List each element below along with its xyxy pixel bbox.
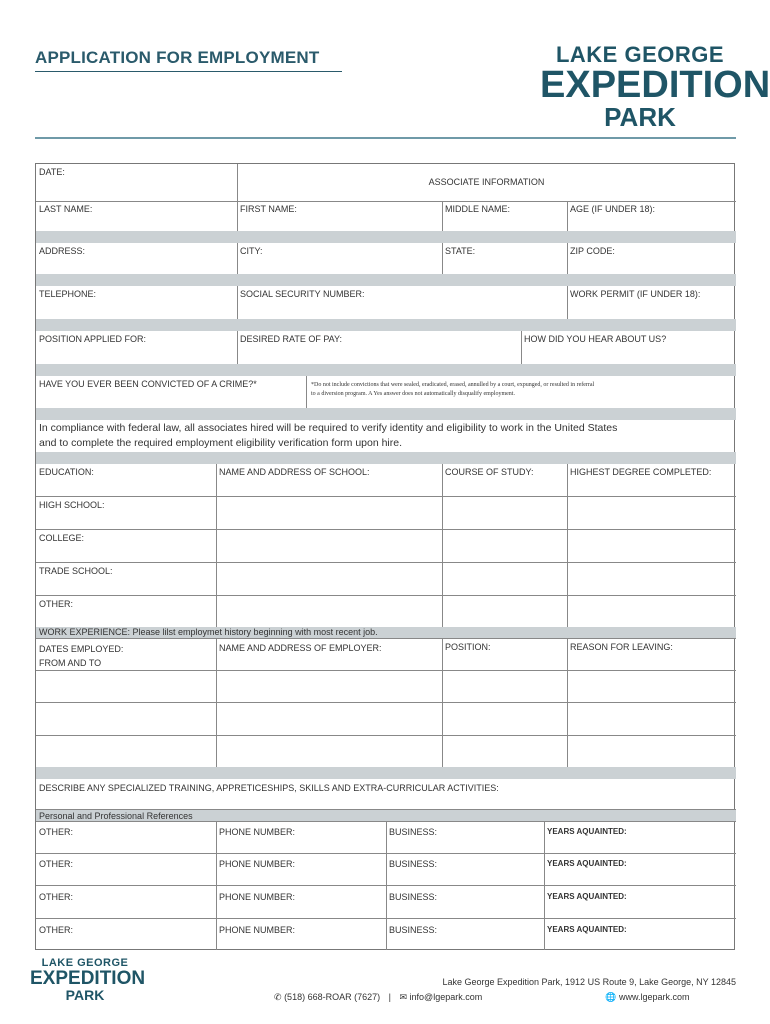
age-field[interactable]: AGE (IF UNDER 18): — [570, 204, 656, 214]
footer-website[interactable]: www.lgepark.com — [618, 992, 690, 1002]
compliance-notice — [36, 419, 736, 454]
convicted-note — [308, 378, 736, 402]
footer-logo-line2: EXPEDITION — [30, 968, 146, 989]
ref-phone[interactable]: PHONE NUMBER: — [219, 925, 296, 935]
zip-field[interactable]: ZIP CODE: — [570, 246, 615, 256]
convicted-note-line2: to a diversion program. A Yes answer does not automatically disqualify employment. — [311, 391, 515, 397]
footer-logo-line3: PARK — [65, 987, 105, 1003]
address-field[interactable]: ADDRESS: — [39, 246, 86, 256]
footer-contact — [274, 992, 744, 1003]
footer-phone[interactable]: (518) 668-ROAR (7627) — [284, 992, 381, 1002]
training-field[interactable]: DESCRIBE ANY SPECIALIZED TRAINING, APPRETICESHIPS, SKILLS AND EXTRA-CURRICULAR ACTIVITIES: — [39, 783, 499, 793]
ref-business[interactable]: BUSINESS: — [389, 892, 438, 902]
logo-line2: EXPEDITION — [540, 64, 770, 106]
associate-info-heading: ASSOCIATE INFORMATION — [428, 177, 545, 187]
education-header: EDUCATION: — [39, 467, 94, 477]
footer-address: Lake George Expedition Park, 1912 US Route 9, Lake George, NY 12845 — [442, 977, 736, 987]
reason-header: REASON FOR LEAVING: — [570, 642, 673, 652]
telephone-field[interactable]: TELEPHONE: — [39, 289, 97, 299]
header-divider — [35, 137, 736, 139]
references-band: Personal and Professional References — [39, 811, 193, 821]
degree-header: HIGHEST DEGREE COMPLETED: — [570, 467, 712, 477]
logo-line1: LAKE GEORGE — [555, 42, 725, 67]
ref-phone[interactable]: PHONE NUMBER: — [219, 892, 296, 902]
ref-phone[interactable]: PHONE NUMBER: — [219, 859, 296, 869]
employer-header: NAME AND ADDRESS OF EMPLOYER: — [219, 643, 382, 653]
footer-logo-line1: LAKE GEORGE — [41, 957, 129, 969]
other-education-row[interactable]: OTHER: — [39, 599, 74, 609]
course-header: COURSE OF STUDY: — [445, 467, 534, 477]
footer-email[interactable]: info@lgepark.com — [409, 992, 483, 1002]
compliance-line2: and to complete the required employment eligibility verification form upon hire. — [39, 437, 403, 449]
city-field[interactable]: CITY: — [240, 246, 263, 256]
dates-line2: FROM AND TO — [39, 658, 102, 668]
ref-other[interactable]: OTHER: — [39, 892, 74, 902]
page-title: APPLICATION FOR EMPLOYMENT — [35, 48, 320, 67]
middle-name-field[interactable]: MIDDLE NAME: — [445, 204, 511, 214]
title-underline — [35, 71, 342, 72]
ref-years[interactable]: YEARS AQUAINTED: — [547, 859, 627, 868]
phone-icon: ✆ — [274, 992, 282, 1002]
ref-years[interactable]: YEARS AQUAINTED: — [547, 892, 627, 901]
state-field[interactable]: STATE: — [445, 246, 476, 256]
compliance-line1: In compliance with federal law, all associates hired will be required to verify identity and eligibility to work in the United States — [39, 422, 618, 434]
ref-business[interactable]: BUSINESS: — [389, 925, 438, 935]
globe-icon: 🌐 — [605, 992, 617, 1002]
work-experience-band: WORK EXPERIENCE: Please lilst employmet history beginning with most recent job. — [39, 627, 378, 637]
application-form — [35, 163, 735, 950]
ref-business[interactable]: BUSINESS: — [389, 859, 438, 869]
footer-logo — [30, 957, 146, 1003]
position-field[interactable]: POSITION APPLIED FOR: — [39, 334, 147, 344]
ref-other[interactable]: OTHER: — [39, 859, 74, 869]
ref-phone[interactable]: PHONE NUMBER: — [219, 827, 296, 837]
college-row[interactable]: COLLEGE: — [39, 533, 85, 543]
trade-school-row[interactable]: TRADE SCHOOL: — [39, 566, 113, 576]
school-name-header: NAME AND ADDRESS OF SCHOOL: — [219, 467, 370, 477]
date-field[interactable]: DATE: — [39, 167, 65, 177]
ref-other[interactable]: OTHER: — [39, 925, 74, 935]
ref-business[interactable]: BUSINESS: — [389, 827, 438, 837]
park-logo — [540, 42, 770, 132]
work-permit-field[interactable]: WORK PERMIT (IF UNDER 18): — [570, 289, 701, 299]
pay-field[interactable]: DESIRED RATE OF PAY: — [240, 334, 343, 344]
first-name-field[interactable]: FIRST NAME: — [240, 204, 297, 214]
ref-other[interactable]: OTHER: — [39, 827, 74, 837]
ref-years[interactable]: YEARS AQUAINTED: — [547, 925, 627, 934]
dates-employed-header — [36, 639, 216, 673]
ssn-field[interactable]: SOCIAL SECURITY NUMBER: — [240, 289, 365, 299]
logo-line3: PARK — [604, 102, 676, 132]
work-position-header: POSITION: — [445, 642, 491, 652]
hear-about-field[interactable]: HOW DID YOU HEAR ABOUT US? — [524, 334, 667, 344]
last-name-field[interactable]: LAST NAME: — [39, 204, 93, 214]
high-school-row[interactable]: HIGH SCHOOL: — [39, 500, 105, 510]
ref-years[interactable]: YEARS AQUAINTED: — [547, 827, 627, 836]
email-icon: ✉ — [399, 992, 408, 1002]
dates-line1: DATES EMPLOYED: — [39, 644, 124, 654]
footer-separator: | — [388, 992, 391, 1002]
convicted-note-line1: *Do not include convictions that were sealed, eradicated, erased, annulled by a court, expunged, or resulted in referral — [311, 382, 595, 388]
convicted-field[interactable]: HAVE YOU EVER BEEN CONVICTED OF A CRIME?* — [39, 379, 257, 389]
